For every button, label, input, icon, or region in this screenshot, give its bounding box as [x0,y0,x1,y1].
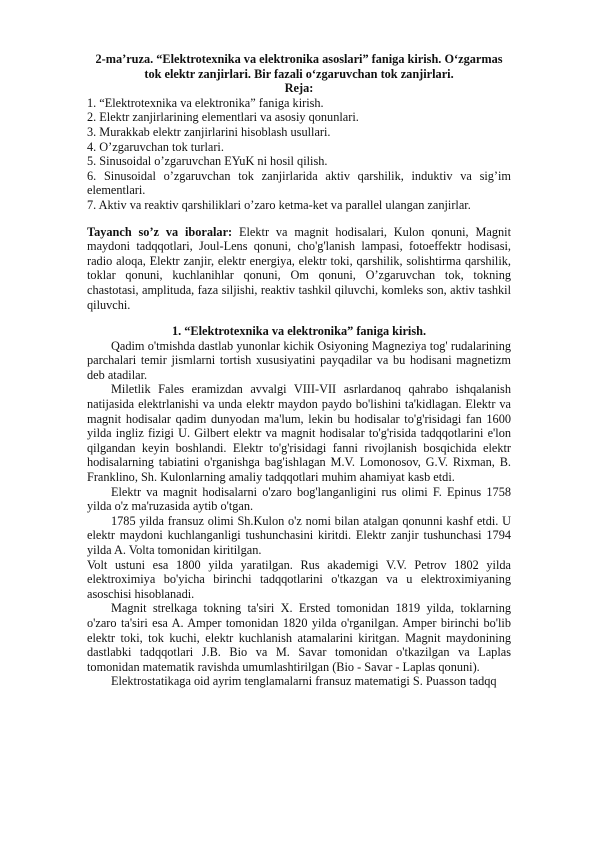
body-paragraph: 1785 yilda fransuz olimi Sh.Kulon o'z nomi bilan atalgan qonunni kashf etdi. U elektr maydoni kuchlanganligi tushunchasini kiritdi. Elektr zanjir tushunchasi 1794 yilda A. Volta tomonidan kiritilgan. [87,513,511,557]
keywords-text: Elektr va magnit hodisalari, Kulon qonuni, Magnit maydoni tadqqotlari, Joul-Lens qonuni, cho'g'lanish lampasi, fotoeffektr hodisasi, radio aloqa, Elektr zanjir, elektr energiya, elektr toki, qarshilik, solishtirma qarshilik, toklar qonuni, kuchlanihlar qonuni, Om qonuni, O’zgaruvchan tok, tokning chastotasi, amplituda, faza siljishi, reaktiv tashkil qiluvchi, komleks son, aktiv tashkil qiluvchi. [87,224,511,312]
body-paragraph: Elektrostatikaga oid ayrim tenglamalarni fransuz matematigi S. Puasson tadqq [111,674,497,689]
plan-item: 7. Aktiv va reaktiv qarshiliklari o’zaro ketma-ket va parallel ulangan zanjirlar. [87,197,471,212]
body-paragraph: Volt ustuni esa 1800 yilda yaratilgan. Rus akademigi V.V. Petrov 1802 yilda elektroximiya bo'yicha birinchi tadqqotlarini o'tkazgan va u elektroximiyaning asoschisi hisoblanadi. [87,557,511,601]
spacer [87,312,511,324]
lecture-title: 2-ma’ruza. “Elektrotexnika va elektronika asoslari” faniga kirish. O‘zgarmas tok elektr zanjirlari. Bir fazali o‘zgaruvchan tok zanjirlari. [95,52,503,81]
plan-item: 4. O’zgaruvchan tok turlari. [87,139,224,154]
body-paragraph: Miletlik Fales eramizdan avvalgi VIII-VII asrlardanoq qahrabo ishqalanish natijasida elektrlanishi va unda elektr maydon paydo bo'lishini ta'kidlagan. Elektr va magnit hodisalar qadim dunyodan ma'lum, lekin bu hodisalar to'g'risidagi fan 1600 yilda ingliz fizigi U. Gilbert elektr va magnit hodisalar to'g'risida tadqqotlarini e'lon qilgandan keyin boshlandi. Elektr to'g'risidagi fanni rivojlanish bosqichida elektr hodisalarning tabiatini o'rganishga bag'ishlagan M.V. Lomonosov, G.V. Rixman, B. Franklino, Sh. Kulonlarning amaliy tadqqotlari muhim ahamiyat kasb etdi. [87,382,511,485]
plan-item: 2. Elektr zanjirlarining elementlari va asosiy qonunlari. [87,110,359,125]
plan-heading: Reja: [284,81,314,96]
lecture-page [87,52,511,689]
keywords-label: Tayanch so’z va iboralar: [87,224,233,239]
body-paragraph: Elektr va magnit hodisalarni o'zaro bog'langanligini rus olimi F. Epinus 1758 yilda o'z ma'ruzasida aytib o'tgan. [87,484,511,514]
spacer [87,213,511,225]
keywords-paragraph [87,225,511,313]
plan-item: 5. Sinusoidal o’zgaruvchan EYuK ni hosil qilish. [87,154,328,169]
plan-item: 3. Murakkab elektr zanjirlarini hisoblash usullari. [87,124,331,139]
plan-item: 6. Sinusoidal o’zgaruvchan tok zanjirlarida aktiv qarshilik, induktiv va sig’im elementlari. [87,168,511,198]
body-paragraph: Qadim o'tmishda dastlab yunonlar kichik Osiyoning Magneziya tog' rudalarining parchalari temir jismlarni tortish xususiyatini payqadilar va bu hodisani magnetizm deb atadilar. [87,338,511,382]
plan-item: 1. “Elektrotexnika va elektronika” faniga kirish. [87,95,324,110]
section-heading: 1. “Elektrotexnika va elektronika” faniga kirish. [171,324,427,339]
body-paragraph: Magnit strelkaga tokning ta'siri X. Ersted tomonidan 1819 yilda, toklarning o'zaro ta'siri esa A. Amper tomonidan 1820 yilda o'rganilgan. Amper birinchi bo'lib elektr toki, tok kuchi, elektr kuchlanish atamalarini kiritgan. Magnit maydonining dastlabki tadqqotlari J.B. Bio va M. Savar tomonidan o'tkazilgan va Laplas tomonidan matematik ravishda umumlashtirilgan (Bio - Savar - Laplas qonuni). [87,601,511,674]
